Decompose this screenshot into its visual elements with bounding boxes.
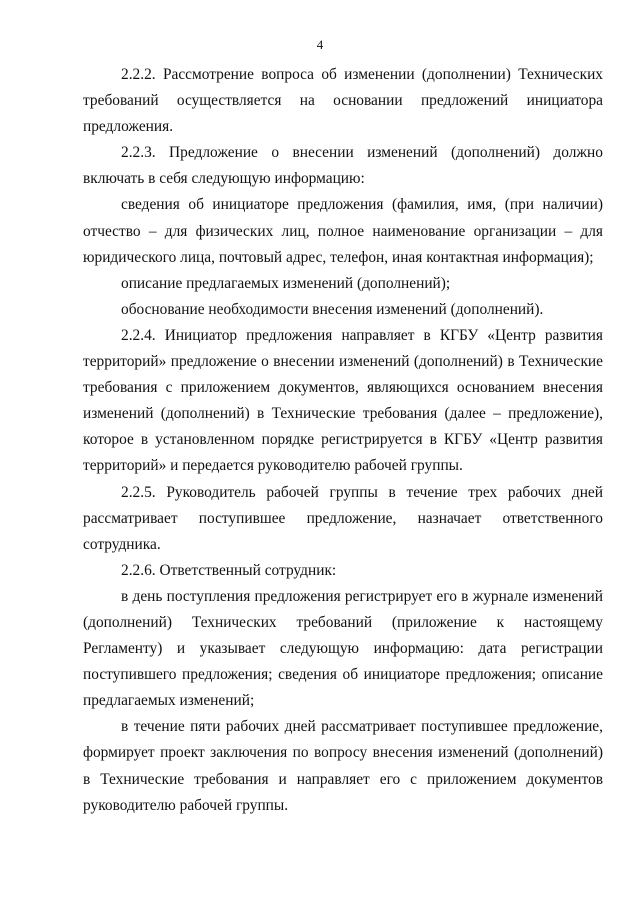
- paragraph-2-2-4: 2.2.4. Инициатор предложения направляет в КГБУ «Центр развития территорий» предложение о внесении изменений (дополнений) в Технические требования с приложением документов, являющихся основанием внесения изменений (дополнений) в Технические требования (далее – предложение), которое в установленном порядке регистрируется в КГБУ «Центр развития территорий» и передается руководителю рабочей группы.: [83, 326, 603, 475]
- list-item-changes-description: описание предлагаемых изменений (дополнений);: [121, 274, 451, 292]
- page-number: 4: [316, 37, 324, 52]
- paragraph-2-2-2: 2.2.2. Рассмотрение вопроса об изменении (дополнении) Технических требований осуществляется на основании предложений инициатора предложения.: [83, 66, 603, 136]
- paragraph-2-2-3: 2.2.3. Предложение о внесении изменений (дополнений) должно включать в себя следующую информацию:: [83, 144, 603, 188]
- paragraph-2-2-5: 2.2.5. Руководитель рабочей группы в течение трех рабочих дней рассматривает поступившее предложение, назначает ответственного сотрудника.: [83, 483, 603, 553]
- list-item-changes-justification: обоснование необходимости внесения изменений (дополнений).: [121, 300, 544, 318]
- list-item-review: в течение пяти рабочих дней рассматривает поступившее предложение, формирует проект заключения по вопросу внесения изменений (дополнений) в Технические требования и направляет его с приложением документов руководителю рабочей группы.: [83, 718, 603, 814]
- list-item-registration: в день поступления предложения регистрирует его в журнале изменений (дополнений) Технических требований (приложение к настоящему Регламенту) и указывает следующую информацию: дата регистрации поступившего предложения; сведения об инициаторе предложения; описание предлагаемых изменений;: [83, 587, 603, 710]
- document-body: [83, 62, 603, 819]
- list-item-initiator-info: сведения об инициаторе предложения (фамилия, имя, (при наличии) отчество – для физических лиц, полное наименование организации – для юридического лица, почтовый адрес, телефон, иная контактная информация);: [83, 196, 603, 266]
- paragraph-2-2-6: 2.2.6. Ответственный сотрудник:: [121, 561, 337, 579]
